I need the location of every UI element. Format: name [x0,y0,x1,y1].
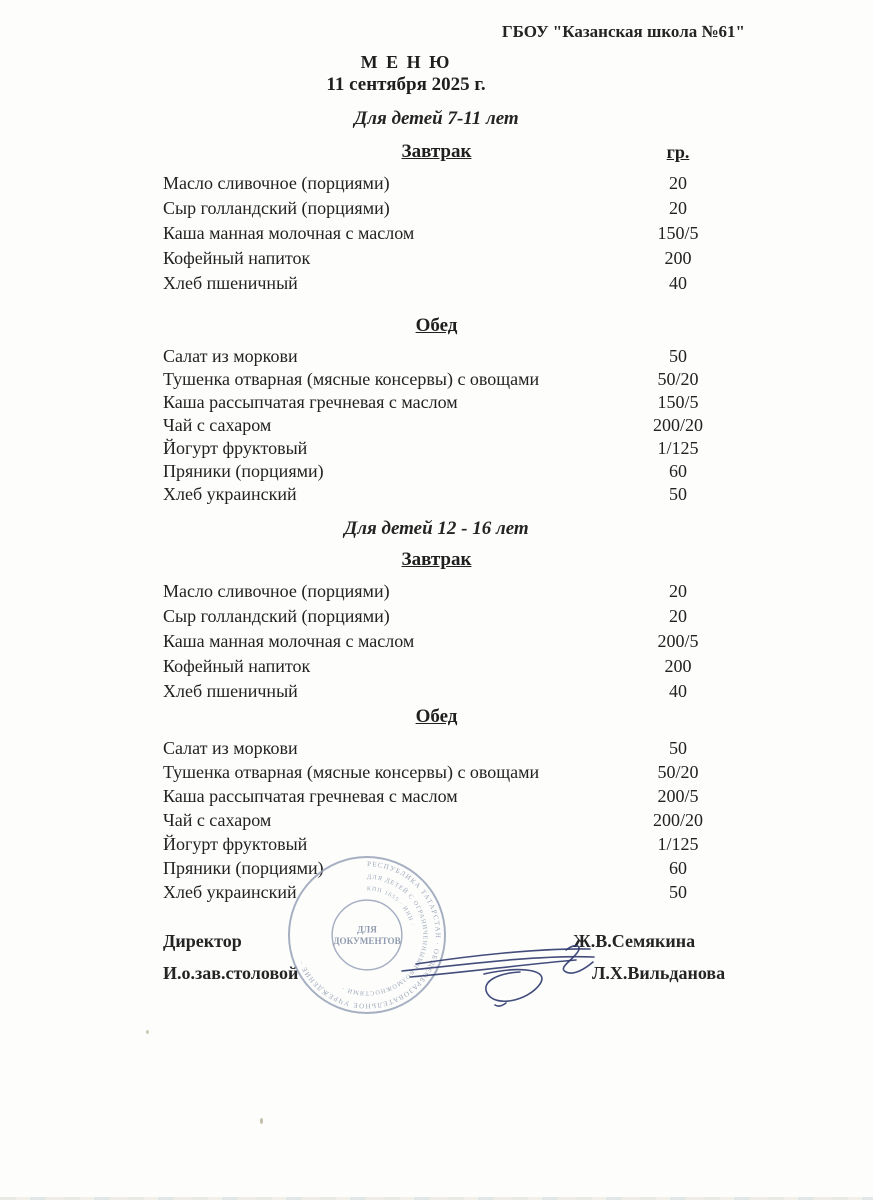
age-group-title: Для детей 12 - 16 лет [344,518,529,539]
dish-name: Каша рассыпчатая гречневая с маслом [163,786,458,806]
dish-portion: 200/5 [657,786,699,806]
menu-item-row [163,368,733,391]
dish-name: Кофейный напиток [163,656,311,676]
menu-date: 11 сентября 2025 г. [326,74,486,95]
meal-section [0,548,873,704]
dish-portion: 60 [669,461,687,481]
meal-title: Обед [415,706,458,727]
menu-item-row [163,221,733,246]
signer-role: И.о.зав.столовой [163,963,299,983]
dish-name: Чай с сахаром [163,415,272,435]
menu-item-row [163,196,733,221]
org-header: ГБОУ "Казанская школа №61" [501,22,745,41]
dish-name: Каша манная молочная с маслом [163,223,415,243]
dish-name: Хлеб украинский [163,484,297,504]
menu-item-row [163,414,733,437]
meal-header-row [0,314,873,338]
menu-item-row [163,629,733,654]
dish-portion: 150/5 [657,392,699,412]
menu-item-row [163,579,733,604]
dish-portion: 50 [669,738,687,758]
menu-item-row [163,604,733,629]
signature-block [0,930,873,984]
units-header: гр. [666,142,690,162]
menu-item-row [163,460,733,483]
signer-name: Л.Х.Вильданова [592,963,726,983]
meal-section [0,140,873,296]
dish-portion: 20 [669,581,687,601]
dish-portion: 50/20 [657,762,699,782]
dish-portion: 40 [669,681,687,701]
dish-name: Сыр голландский (порциями) [163,606,390,626]
dish-name: Чай с сахаром [163,810,272,830]
menu-item-row [163,437,733,460]
dish-name: Пряники (порциями) [163,858,324,878]
menu-item-row [163,345,733,368]
meal-title: Обед [415,315,458,336]
menu-item-row [163,271,733,296]
meal-title: Завтрак [401,141,472,162]
dish-name: Масло сливочное (порциями) [163,173,390,193]
dish-portion: 200 [664,248,692,268]
stamp-ring-text-middle: ДЛЯ ДЕТЕЙ С ОГРАНИЧЕННЫМИ ВОЗМОЖНОСТЯМИ · [340,873,429,997]
menu-item-row [163,856,733,880]
meal-header-row [0,548,873,572]
scan-speck [146,1030,149,1034]
dish-name: Каша манная молочная с маслом [163,631,415,651]
age-group-title: Для детей 7-11 лет [354,108,519,129]
dish-name: Салат из моркови [163,738,298,758]
age-group-section [0,108,873,506]
menu-item-row [163,880,733,904]
scan-speck [260,1118,263,1124]
age-group-section [0,518,873,904]
menu-item-row [163,784,733,808]
meal-section [0,314,873,506]
menu-item-row [163,391,733,414]
dish-name: Салат из моркови [163,346,298,366]
dish-name: Сыр голландский (порциями) [163,198,390,218]
dish-name: Тушенка отварная (мясные консервы) с овощами [163,369,540,389]
dish-name: Хлеб украинский [163,882,297,902]
signature-row [0,930,873,952]
stamp-center-line2: ДОКУМЕНТОВ [333,936,401,947]
menu-item-row [163,808,733,832]
stamp-center-line1: ДЛЯ [357,924,377,935]
stamp-ring-text-inner: КПП 1655 · ИНН · [366,886,415,928]
dish-name: Хлеб пшеничный [163,681,298,701]
meal-section [0,705,873,904]
menu-groups [0,108,873,904]
menu-item-row [163,246,733,271]
dish-name: Йогурт фруктовый [163,438,308,458]
menu-item-row [163,483,733,506]
dish-portion: 200/5 [657,631,699,651]
dish-portion: 60 [669,858,687,878]
dish-name: Хлеб пшеничный [163,273,298,293]
signer-name: Ж.В.Семякина [573,931,696,951]
dish-portion: 50/20 [657,369,699,389]
signature-row [0,962,873,984]
menu-item-row [163,171,733,196]
menu-title: М Е Н Ю [360,52,452,72]
menu-item-row [163,679,733,704]
menu-item-row [163,832,733,856]
meal-header-row [0,705,873,729]
dish-name: Пряники (порциями) [163,461,324,481]
menu-item-row [163,760,733,784]
dish-portion: 200/20 [652,415,703,435]
dish-portion: 20 [669,173,687,193]
dish-name: Каша рассыпчатая гречневая с маслом [163,392,458,412]
dish-portion: 150/5 [657,223,699,243]
dish-portion: 50 [669,346,687,366]
dish-portion: 1/125 [657,834,699,854]
menu-item-row [163,654,733,679]
title-block [0,52,812,96]
stamp-ring-text-outer: РЕСПУБЛИКА ТАТАРСТАН · ОБЩЕОБРАЗОВАТЕЛЬНОЕ УЧРЕЖДЕНИЕ · [297,860,442,1010]
meal-title: Завтрак [401,549,472,570]
meal-header-row [0,140,873,164]
dish-name: Йогурт фруктовый [163,834,308,854]
dish-portion: 20 [669,198,687,218]
dish-portion: 40 [669,273,687,293]
dish-portion: 50 [669,484,687,504]
dish-portion: 200 [664,656,692,676]
dish-portion: 20 [669,606,687,626]
menu-item-row [163,736,733,760]
dish-portion: 50 [669,882,687,902]
dish-portion: 1/125 [657,438,699,458]
dish-portion: 200/20 [652,810,703,830]
dish-name: Тушенка отварная (мясные консервы) с овощами [163,762,540,782]
dish-name: Кофейный напиток [163,248,311,268]
dish-name: Масло сливочное (порциями) [163,581,390,601]
signer-role: Директор [163,931,242,951]
